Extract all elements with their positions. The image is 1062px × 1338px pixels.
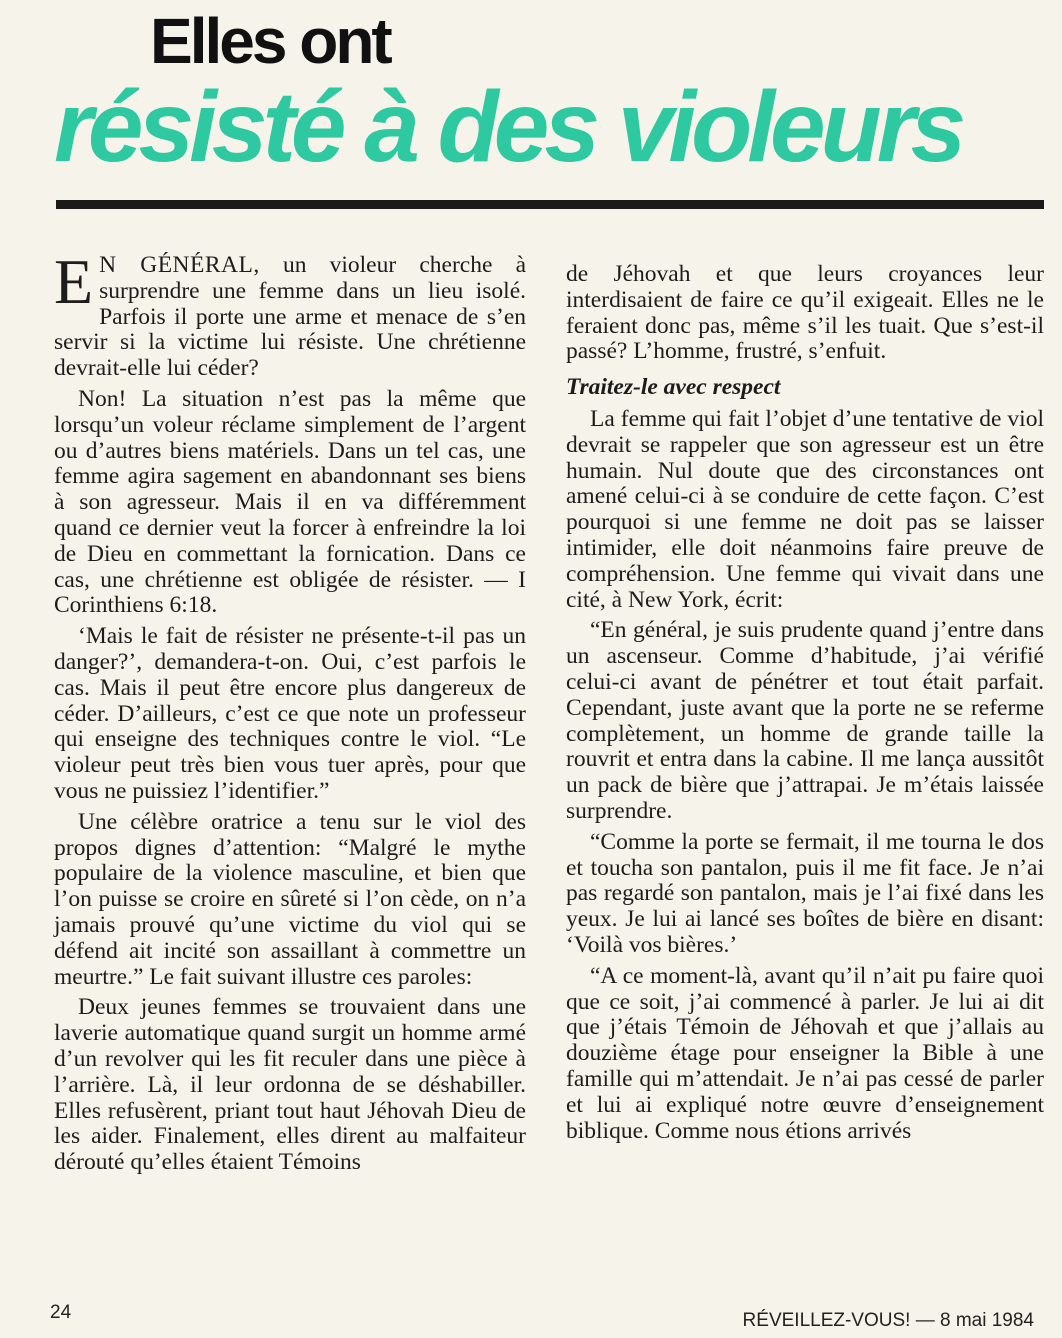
drop-cap: E	[54, 246, 94, 317]
headline-line-1: Elles ont	[150, 5, 390, 77]
paragraph: ‘Mais le fait de résister ne présente-t-il pas un danger?’, demandera-t-on. Oui, c’est parfois le cas. Mais il peut être encore plus dangereux de céder. D’ailleurs, c’est ce que note un professeur qui enseigne des techniques contre le viol. “Le violeur peut très bien vous tuer après, pour que vous ne puissiez l’identifier.”	[54, 623, 526, 804]
paragraph: de Jéhovah et que leurs croyances leur interdisaient de faire ce qu’il exigeait. Elles ne le feraient donc pas, même s’il les tuait. Que s’est-il passé? L’homme, frustré, s’enfuit.	[566, 261, 1044, 365]
paragraph: Deux jeunes femmes se trouvaient dans une laverie automatique quand surgit un homme armé d’un revolver qui les fit reculer dans une pièce à l’arrière. Là, il leur ordonna de se déshabiller. Elles refusèrent, priant tout haut Jéhovah Dieu de les aider. Finalement, elles dirent au malfaiteur dérouté qu’elles étaient Témoins	[54, 994, 526, 1176]
section-subheading: Traitez-le avec respect	[566, 374, 781, 401]
paragraph: Une célèbre oratrice a tenu sur le viol des propos dignes d’attention: “Malgré le mythe populaire de la violence masculine, et bien que l’on puisse se croire en sûreté si l’on cède, on n’a jamais prouvé qu’une victime du viol qui se défend ait incité son assaillant à commettre un meurtre.” Le fait suivant illustre ces paroles:	[54, 808, 526, 990]
paragraph: “A ce moment-là, avant qu’il n’ait pu faire quoi que ce soit, j’ai commencé à parler. Je lui ai dit que j’étais Témoin de Jéhovah et que j’allais au douzième étage pour enseigner la Bible à une famille qui m’attendait. Je n’ai pas cessé de parler et lui ai expliqué notre œuvre d’enseignement biblique. Comme nous étions arrivés	[566, 962, 1044, 1144]
headline-line-2: résisté à des violeurs	[54, 71, 962, 183]
paragraph: Non! La situation n’est pas la même que lorsqu’un voleur réclame simplement de l’argent ou d’autres biens matériels. Dans un tel cas, une femme agira sagement en abandonnant ses biens à son agresseur. Mais il en va différemment quand ce dernier veut la forcer à enfreindre la loi de Dieu en commettant la fornication. Dans ce cas, une chrétienne est obligée de résister. — I Corinthiens 6:18.	[54, 385, 526, 619]
paragraph: “Comme la porte se fermait, il me tourna le dos et toucha son pantalon, puis il me fit face. Je n’ai pas regardé son pantalon, mais je l’ai fixé dans les yeux. Je lui ai lancé ses boîtes de bière en disant: ‘Voilà vos bières.’	[566, 828, 1044, 958]
page-number: 24	[50, 1302, 72, 1323]
publication-footer: RÉVEILLEZ-VOUS! — 8 mai 1984	[742, 1310, 1034, 1331]
intro-paragraph	[54, 246, 526, 382]
article-column-left	[54, 246, 526, 1181]
article-column-right	[566, 262, 1044, 1149]
title-rule	[56, 200, 1044, 209]
lead-in: N GÉNÉRAL,	[99, 252, 260, 278]
paragraph: La femme qui fait l’objet d’une tentative de viol devrait se rappeler que son agresseur est un être humain. Nul doute que des circonstances ont amené celui-ci à se conduire de cette façon. C’est pourquoi si une femme ne doit pas se laisser intimider, elle doit néanmoins faire preuve de compréhension. Une femme qui vivait dans une cité, à New York, écrit:	[566, 405, 1044, 613]
intro-text: un violeur cherche à surprendre une femme dans un lieu isolé. Parfois il porte une arme et menace de s’en servir si la victime lui résiste. Une chrétienne devrait-elle lui céder?	[54, 252, 526, 382]
paragraph: “En général, je suis prudente quand j’entre dans un ascenseur. Comme d’habitude, j’ai vérifié celui-ci avant de pénétrer et tout était parfait. Cependant, juste avant que la porte ne se referme complètement, un homme de grande taille la rouvrit et entra dans la cabine. Il me lança aussitôt un pack de bière que j’attrapai. Je m’étais laissée surprendre.	[566, 617, 1044, 824]
